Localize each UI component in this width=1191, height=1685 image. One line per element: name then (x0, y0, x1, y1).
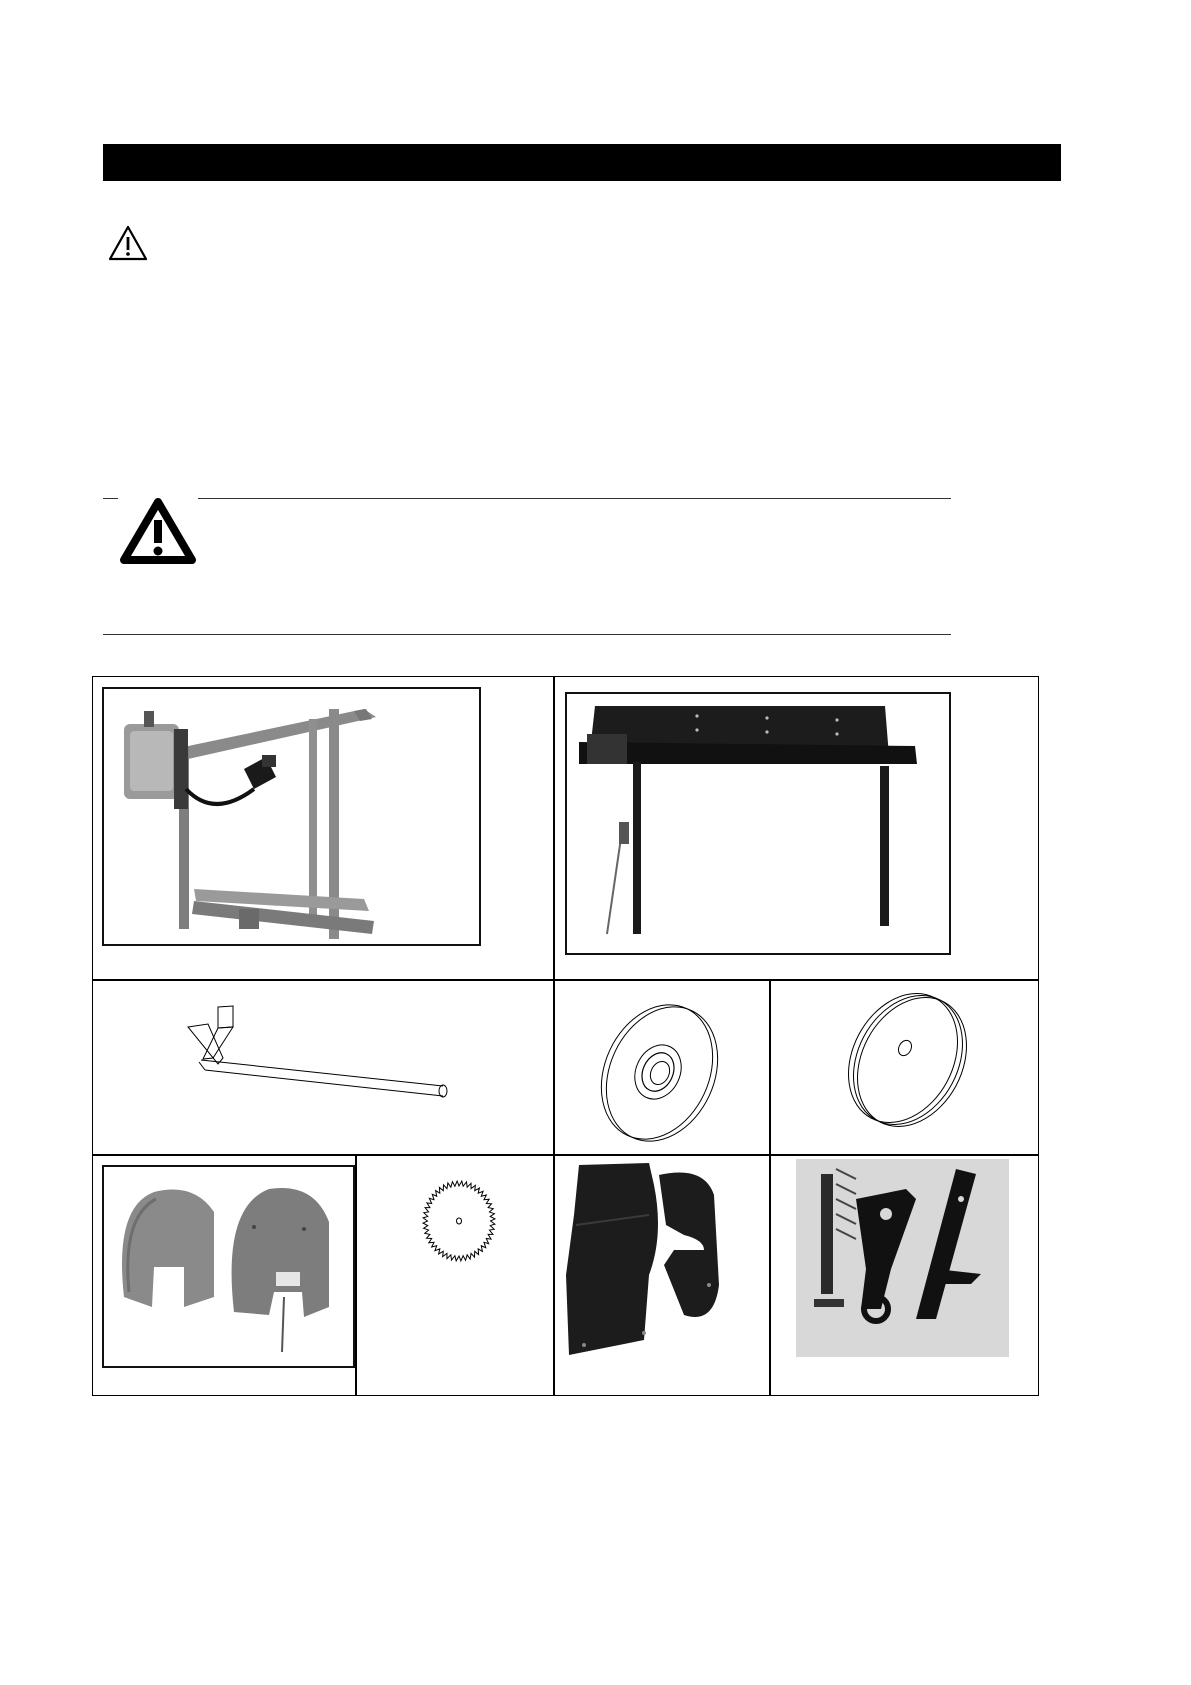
saw-blade-drawing (356, 1155, 553, 1394)
part-cell-table-top (553, 676, 1039, 981)
warning-triangle-outline-icon (107, 224, 149, 262)
warning-triangle-bold-icon (118, 496, 198, 566)
notice-top-rule (103, 498, 951, 499)
notice-bottom-rule (103, 634, 951, 635)
part-cell-accessory-bag (769, 1154, 1039, 1396)
saw-blade-outline (423, 1181, 495, 1261)
blade-guard-photo (102, 1165, 355, 1368)
part-cell-flange-outer (769, 979, 1039, 1156)
part-cell-blade-covers (553, 1154, 771, 1396)
part-cell-motor-frame (92, 676, 555, 981)
part-cell-flange-inner (553, 979, 771, 1156)
saw-blade-arbor-hole (457, 1218, 462, 1224)
motor-frame-photo (102, 687, 481, 946)
section-header-bar (103, 144, 1061, 181)
accessory-bag-photo (796, 1159, 1009, 1357)
part-cell-saw-blade (355, 1154, 555, 1396)
table-top-photo (565, 692, 951, 955)
part-cell-feed-rod (92, 979, 555, 1156)
part-cell-blade-guard-halves (92, 1154, 357, 1396)
